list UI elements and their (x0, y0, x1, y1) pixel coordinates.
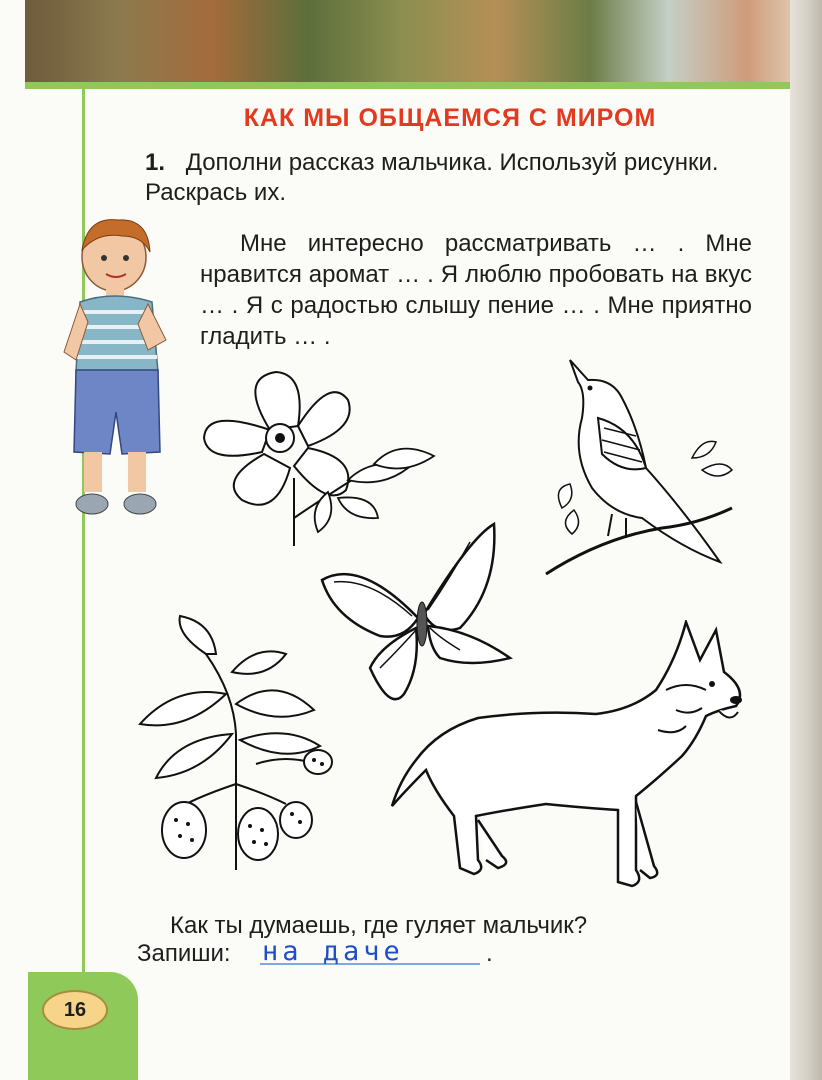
boy-illustration (62, 212, 172, 527)
answer-prompt: Запиши: (137, 940, 231, 967)
task-text: Дополни рассказ мальчика. Используй рисунки. Раскрась их. (145, 149, 719, 206)
task-number: 1. (145, 149, 166, 176)
page-number: 16 (42, 990, 108, 1030)
decorative-photo-banner (25, 0, 810, 89)
bird-illustration (542, 358, 734, 582)
raspberry-branch-illustration (136, 614, 336, 870)
handwritten-answer[interactable]: на даче (262, 936, 404, 967)
dog-illustration (386, 620, 748, 896)
task-instruction (145, 148, 755, 208)
question-text: Как ты думаешь, где гуляет мальчик? (170, 912, 588, 939)
book-spine (790, 0, 822, 1080)
page-title: КАК МЫ ОБЩАЕМСЯ С МИРОМ (243, 104, 657, 132)
story-text: Мне интересно рассматривать … . Мне нравится аромат … . Я люблю пробовать на вкус … . Я с радостью слышу пение … . Мне приятно гладить … . (200, 230, 752, 350)
answer-end: . (486, 940, 493, 967)
